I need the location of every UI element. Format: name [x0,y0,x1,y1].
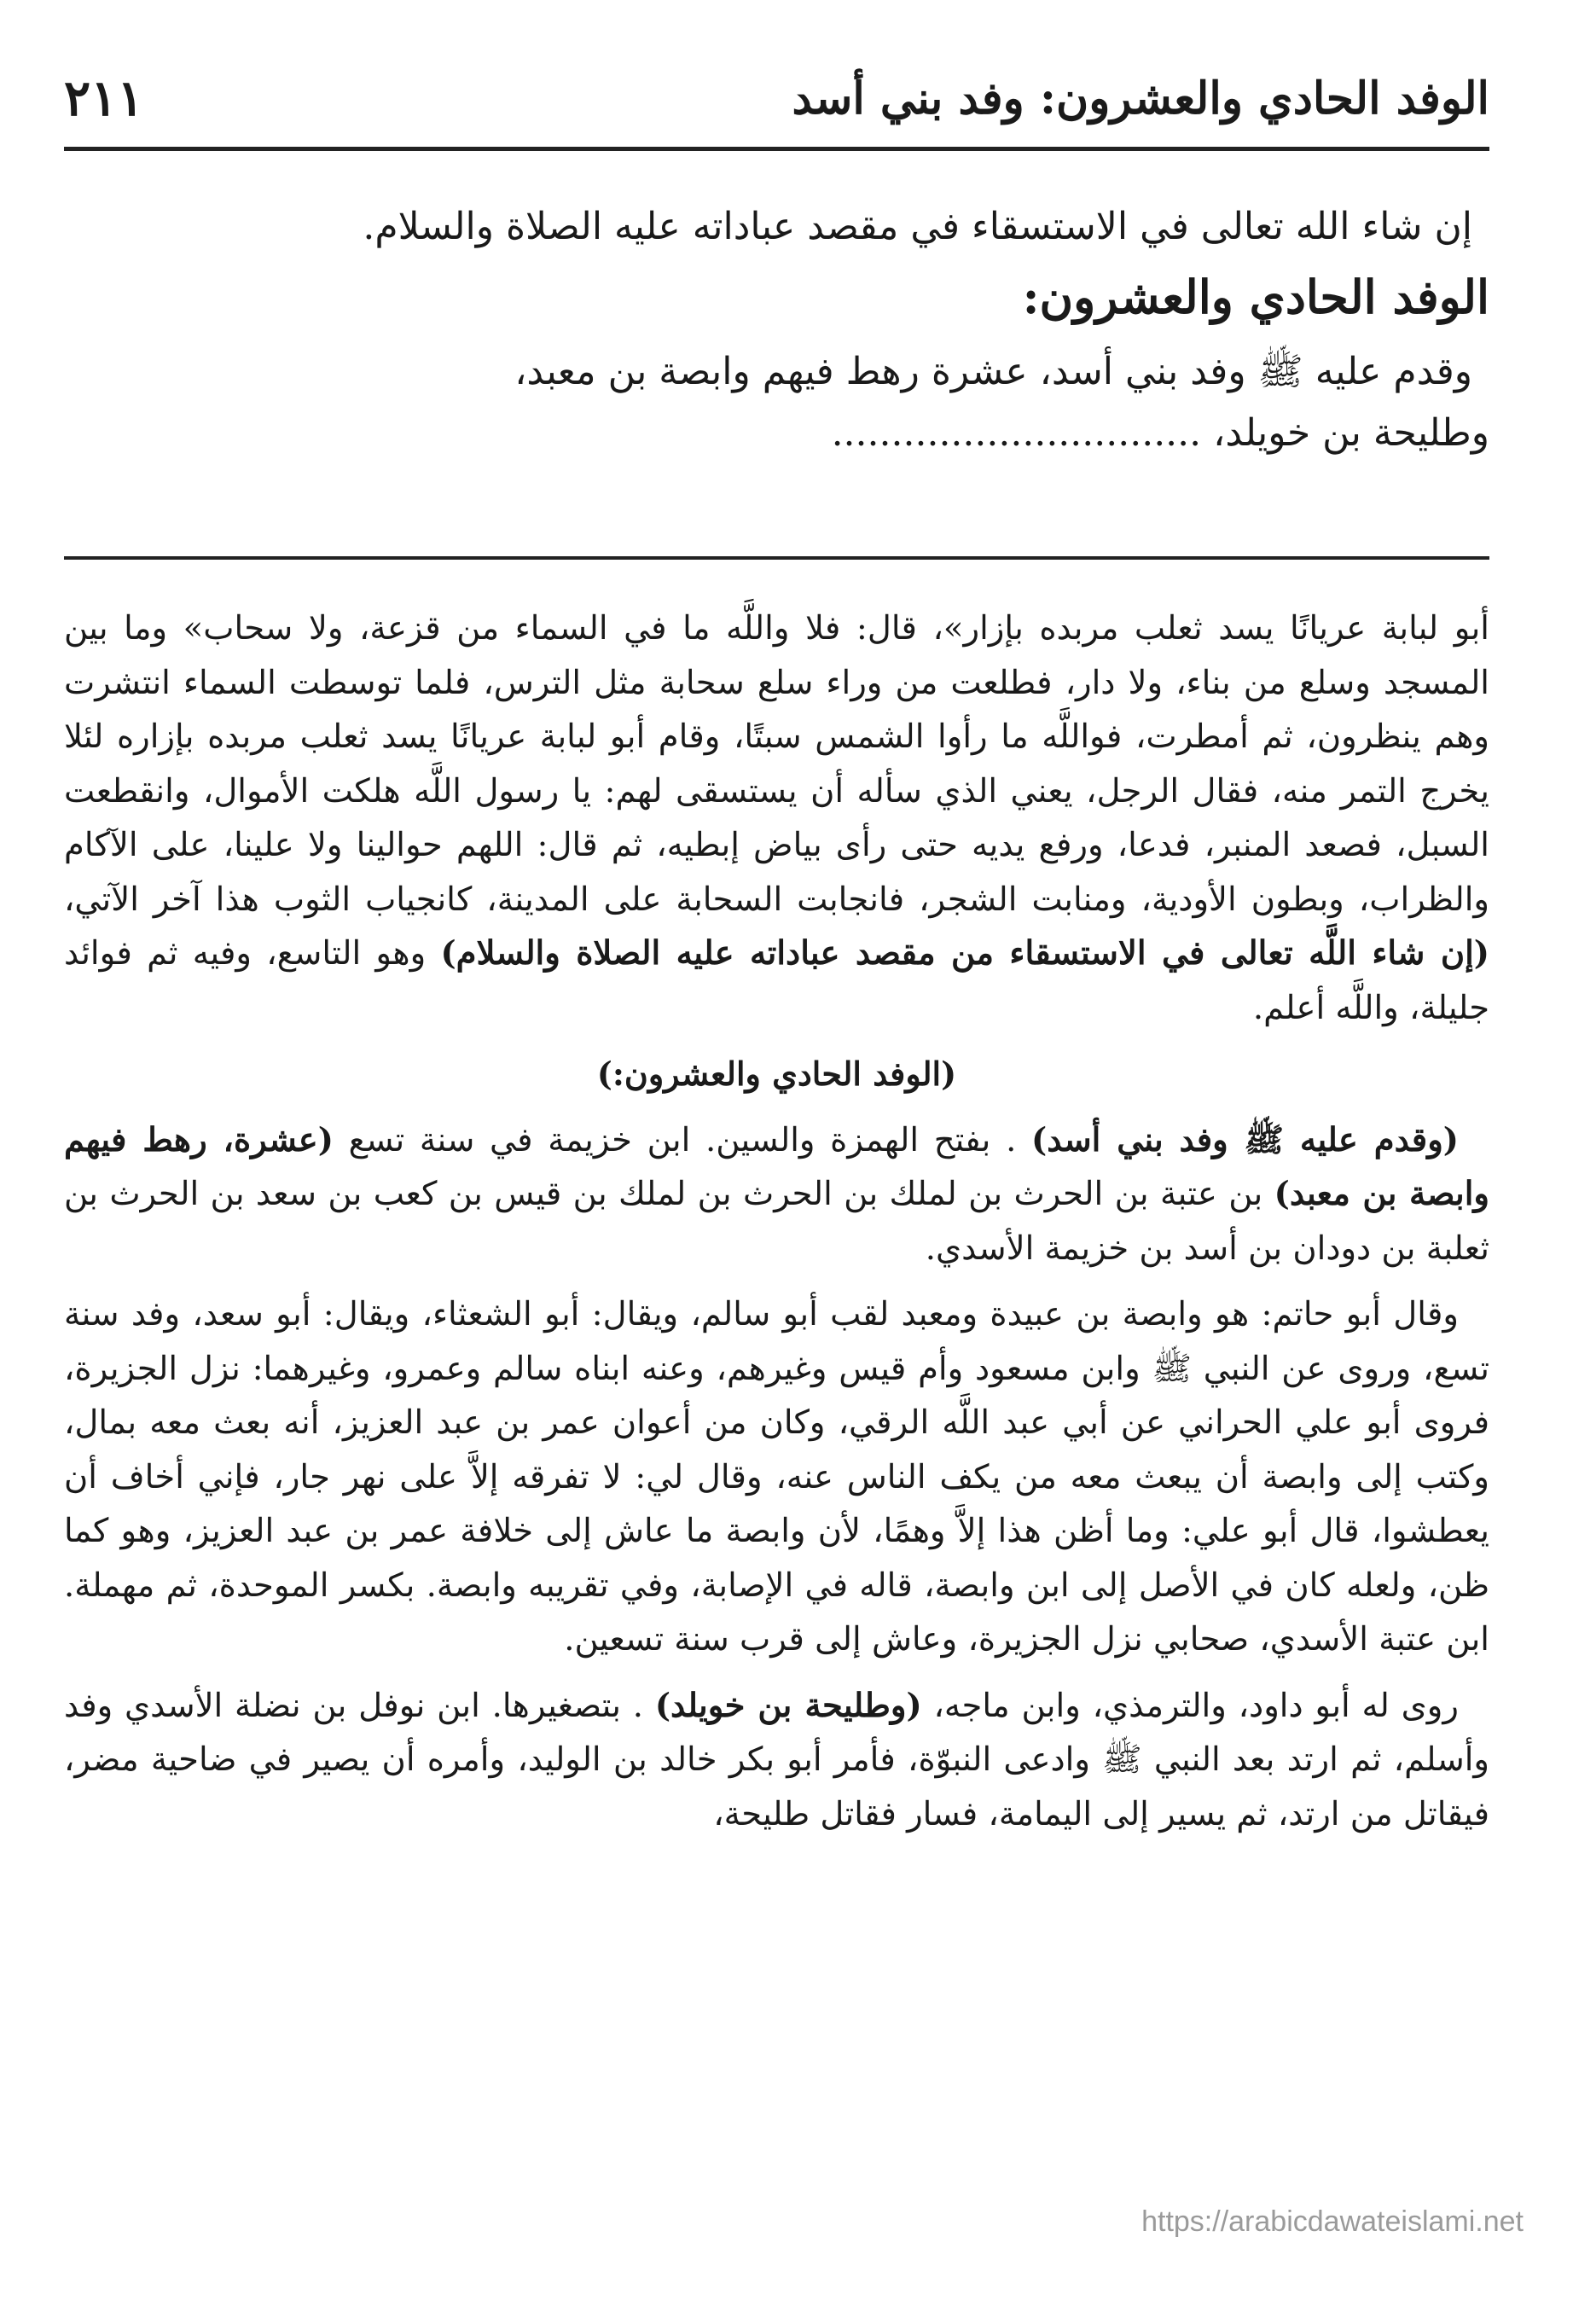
bold-quote: (وقدم عليه ﷺ وفد بني أسد) [1031,1120,1460,1159]
main-text-fragment: وطليحة بن خويلد، [1213,411,1489,455]
page-number: ٢١١ [64,69,144,127]
main-text [64,196,1489,464]
commentary-heading: (الوفد الحادي والعشرون:) [596,1055,957,1093]
commentary-paragraph [64,601,1489,1035]
main-text-line: وقدم عليه ﷺ وفد بني أسد، عشرة رهط فيهم وابصة بن معبد، [514,350,1472,393]
ellipsis-dots: ............................... [831,411,1202,455]
running-title: الوفد الحادي والعشرون: وفد بني أسد [792,72,1489,125]
main-text-line [64,403,1489,464]
paragraph-text: وهو التاسع، وفيه ثم فوائد جليلة، واللَّه أعلم. [64,934,1489,1027]
continuation-line: إن شاء الله تعالى في الاستسقاء في مقصد عباداته عليه الصلاة والسلام. [363,205,1472,248]
commentary-paragraph [64,1113,1489,1276]
paragraph-text: . بتصغيرها. ابن نوفل بن نضلة الأسدي وفد وأسلم، ثم ارتد بعد النبي ﷺ وادعى النبوّة، فأمر أبو بكر خالد بن الوليد، وأمره أن يصير في ضاحية مضر، فيقاتل من ارتد، ثم يسير إلى اليمامة، فسار فقاتل طليحة، [64,1686,1489,1833]
bold-quote: (عشرة، رهط فيهم وابصة بن معبد) [64,1120,1489,1213]
book-page [64,0,1489,2324]
paragraph-text: أبو لبابة عريانًا يسد ثعلب مربده بإزار»، قال: فلا واللَّه ما في السماء من قزعة، ولا سحاب» وما بين المسجد وسلع من بناء، ولا دار، فطلعت من وراء سلع سحابة مثل الترس، فلما توسطت السماء انتشرت وهم ينظرون، ثم أمطرت، فواللَّه ما رأوا الشمس سبتًا، وقام أبو لبابة عريانًا يسد ثعلب مربده بإزاره لئلا يخرج التمر منه، فقال الرجل، يعني الذي سأله أن يستسقى لهم: يا رسول اللَّه هلكت الأموال، وانقطعت السبل، فصعد المنبر، فدعا، ورفع يديه حتى رأى بياض إبطيه، ثم قال: اللهم حوالينا ولا علينا، على الآكام والظراب، وبطون الأودية، ومنابت الشجر، فانجابت السحابة على المدينة، كانجياب الثوب هذا آخر الآتي، [64,609,1489,919]
commentary-text [64,601,1489,1853]
header-rule [64,147,1489,151]
paragraph-text: روى له أبو داود، والترمذي، وابن ماجه، [921,1686,1459,1725]
page-header [64,51,1489,145]
separator-rule [64,556,1489,560]
source-watermark: https://arabicdawateislami.net [1141,2205,1524,2238]
bold-quote: (إن شاء اللَّه تعالى في الاستسقاء من مقصد عباداته عليه الصلاة والسلام) [440,934,1489,973]
paragraph-text: . بفتح الهمزة والسين. ابن خزيمة في سنة تسع [333,1120,1031,1159]
section-heading: الوفد الحادي والعشرون: [1022,270,1489,324]
paragraph-text: بن عتبة بن الحرث بن لملك بن الحرث بن لملك بن قيس بن كعب بن سعد بن الحرث بن ثعلبة بن دودان بن أسد بن خزيمة الأسدي. [64,1175,1489,1268]
bold-quote: (وطليحة بن خويلد) [654,1686,922,1725]
commentary-paragraph [64,1679,1489,1842]
commentary-paragraph: وقال أبو حاتم: هو وابصة بن عبيدة ومعبد لقب أبو سالم، ويقال: أبو الشعثاء، ويقال: أبو سعد، وفد سنة تسع، وروى عن النبي ﷺ وابن مسعود وأم قيس وغيرهم، وعنه ابناه سالم وعمرو، وغيرهما: نزل الجزيرة، فروى أبو علي الحراني عن أبي عبد اللَّه الرقي، وكان من أعوان عمر بن عبد العزيز، أنه بعث معه بمال، وكتب إلى وابصة أن يبعث معه من يكف الناس عنه، وقال لي: لا تفرقه إلاَّ على نهر جار، فإني أخاف أن يعطشوا، قال أبو علي: وما أظن هذا إلاَّ وهمًا، لأن وابصة ما عاش إلى خلافة عمر بن عبد العزيز، وهو كما ظن، ولعله كان في الأصل إلى ابن وابصة، قاله في الإصابة، وفي تقريبه وابصة. بكسر الموحدة، ثم مهملة. ابن عتبة الأسدي، صحابي نزل الجزيرة، وعاش إلى قرب سنة تسعين. [64,1295,1489,1659]
